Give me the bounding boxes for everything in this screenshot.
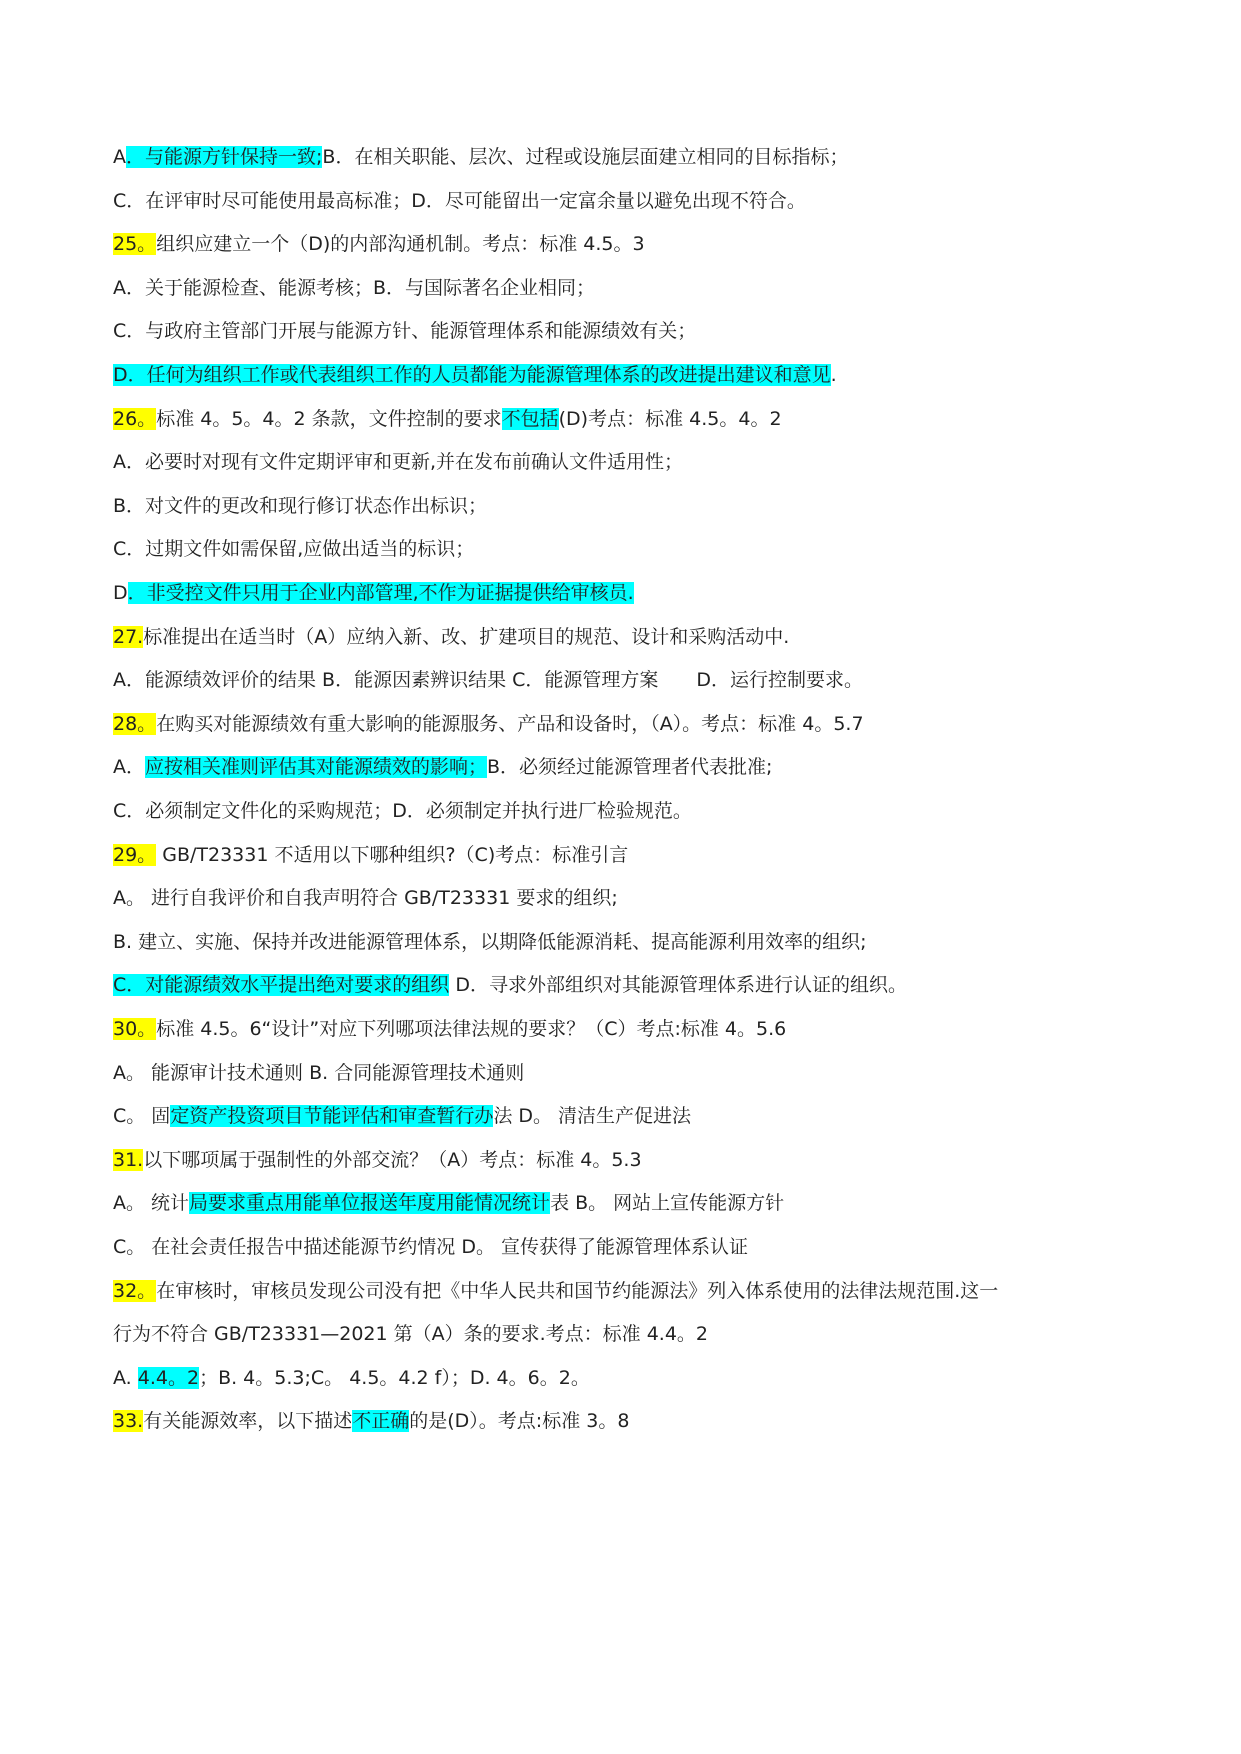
highlighted-text: ．非受控文件只用于企业内部管理,不作为证据提供给审核员.	[127, 582, 634, 604]
text-segment: C．在评审时尽可能使用最高标准；D．尽可能留出一定富余量以避免出现不符合。	[113, 189, 806, 212]
text-line	[113, 1053, 1141, 1093]
text-line	[113, 1314, 1141, 1354]
text-segment: 有关能源效率，以下描述	[143, 1410, 353, 1433]
text-line	[113, 1401, 1141, 1441]
question-number: 31.	[113, 1148, 144, 1171]
text-line	[113, 268, 1141, 308]
question-number: 28。	[113, 712, 157, 735]
text-line	[113, 442, 1141, 482]
highlighted-text: 4.4。2	[137, 1366, 200, 1389]
text-line	[113, 1009, 1141, 1049]
text-line	[113, 1096, 1141, 1136]
text-segment: 的是(D）。考点:标准 3。8	[409, 1410, 630, 1433]
text-line	[113, 399, 1141, 439]
text-line	[113, 835, 1141, 875]
text-line	[113, 486, 1141, 526]
text-segment: A.	[113, 1366, 138, 1389]
question-number: 26。	[113, 407, 157, 430]
text-segment: ；B. 4。5.3;C。 4.5。4.2 f）；D. 4。6。2。	[199, 1366, 590, 1389]
text-segment: 表 B。 网站上宣传能源方针	[550, 1192, 785, 1215]
text-segment: 行为不符合 GB/T23331—2021 第（A）条的要求.考点：标准 4.4。2	[113, 1323, 709, 1346]
text-segment: B．在相关职能、层次、过程或设施层面建立相同的目标指标；	[322, 146, 849, 168]
highlighted-text: 不正确	[352, 1410, 410, 1433]
question-number: 25。	[113, 233, 157, 256]
text-line	[113, 1271, 1141, 1311]
text-segment: C．过期文件如需保留,应做出适当的标识；	[113, 538, 475, 561]
text-line	[113, 1358, 1141, 1398]
text-line	[113, 922, 1141, 962]
question-number: 27.	[113, 625, 144, 648]
text-segment: B. 建立、实施、保持并改进能源管理体系，以期降低能源消耗、提高能源利用效率的组织;	[113, 930, 867, 953]
question-number: 30。	[113, 1018, 157, 1040]
text-segment: A。 能源审计技术通则 B. 合同能源管理技术通则	[113, 1061, 525, 1084]
highlighted-text: 定资产投资项目节能评估和审查暂行办	[170, 1105, 494, 1128]
text-line	[113, 965, 1141, 1005]
text-segment: 组织应建立一个（D)的内部沟通机制。考点：标准 4.5。3	[156, 233, 645, 256]
text-segment: A	[113, 146, 126, 168]
text-segment: A．能源绩效评价的结果 B．能源因素辨识结果 C．能源管理方案 D．运行控制要求。	[113, 669, 864, 692]
text-segment: C。 固	[113, 1105, 171, 1128]
text-segment: D	[113, 582, 128, 604]
highlighted-text: C．对能源绩效水平提出绝对要求的组织	[113, 974, 450, 997]
highlighted-text: D．任何为组织工作或代表组织工作的人员都能为能源管理体系的改进提出建议和意见	[113, 364, 831, 386]
text-segment: A．	[113, 756, 145, 779]
question-number: 33.	[113, 1410, 144, 1433]
text-segment: 法 D。 清洁生产促进法	[493, 1105, 692, 1128]
text-line	[113, 1227, 1141, 1267]
text-segment: 在购买对能源绩效有重大影响的能源服务、产品和设备时，（A）。考点：标准 4。5.7	[156, 712, 864, 735]
text-segment: GB/T23331 不适用以下哪种组织?（C)考点：标准引言	[156, 843, 629, 866]
text-segment: 在审核时，审核员发现公司没有把《中华人民共和国节约能源法》列入体系使用的法律法规范围.这一	[156, 1279, 999, 1302]
text-segment: (D)考点：标准 4.5。4。2	[558, 407, 782, 430]
text-segment: D．寻求外部组织对其能源管理体系进行认证的组织。	[449, 974, 907, 997]
text-line	[113, 311, 1141, 351]
text-line	[113, 791, 1141, 831]
text-line	[113, 573, 1141, 613]
text-line	[113, 617, 1141, 657]
text-line	[113, 355, 1141, 395]
text-segment: A。 进行自我评价和自我声明符合 GB/T23331 要求的组织;	[113, 887, 618, 910]
text-line	[113, 529, 1141, 569]
highlighted-text: 应按相关准则评估其对能源绩效的影响；	[145, 756, 488, 779]
text-segment: .	[830, 364, 837, 386]
question-number: 29。	[113, 843, 157, 866]
text-segment: A．必要时对现有文件定期评审和更新,并在发布前确认文件适用性；	[113, 451, 684, 474]
text-segment: 标准 4。5。4。2 条款，文件控制的要求	[156, 407, 502, 430]
text-segment: 以下哪项属于强制性的外部交流？（A）考点：标准 4。5.3	[143, 1148, 642, 1171]
text-line	[113, 224, 1141, 264]
text-segment: C．与政府主管部门开展与能源方针、能源管理体系和能源绩效有关；	[113, 320, 697, 343]
highlighted-text: 不包括	[501, 407, 559, 430]
text-segment: 标准 4.5。6“设计”对应下列哪项法律法规的要求？（C）考点:标准 4。5.6	[156, 1018, 787, 1040]
question-number: 32。	[113, 1279, 157, 1302]
text-segment: C．必须制定文件化的采购规范；D．必须制定并执行进厂检验规范。	[113, 800, 692, 822]
text-segment: C。 在社会责任报告中描述能源节约情况 D。 宣传获得了能源管理体系认证	[113, 1236, 749, 1258]
text-line	[113, 137, 1141, 177]
text-segment: A。 统计	[113, 1192, 190, 1215]
highlighted-text: 局要求重点用能单位报送年度用能情况统计	[189, 1192, 551, 1215]
text-segment: B．必须经过能源管理者代表批准;	[487, 756, 773, 779]
highlighted-text: ．与能源方针保持一致;	[126, 146, 323, 168]
text-line	[113, 660, 1141, 700]
text-segment: B．对文件的更改和现行修订状态作出标识；	[113, 494, 488, 517]
text-line	[113, 704, 1141, 744]
text-line	[113, 1140, 1141, 1180]
text-line	[113, 1183, 1141, 1223]
text-segment: A．关于能源检查、能源考核；B．与国际著名企业相同；	[113, 276, 596, 299]
text-line	[113, 878, 1141, 918]
text-segment: 标准提出在适当时（A）应纳入新、改、扩建项目的规范、设计和采购活动中.	[143, 625, 790, 648]
text-line	[113, 747, 1141, 787]
text-line	[113, 181, 1141, 221]
